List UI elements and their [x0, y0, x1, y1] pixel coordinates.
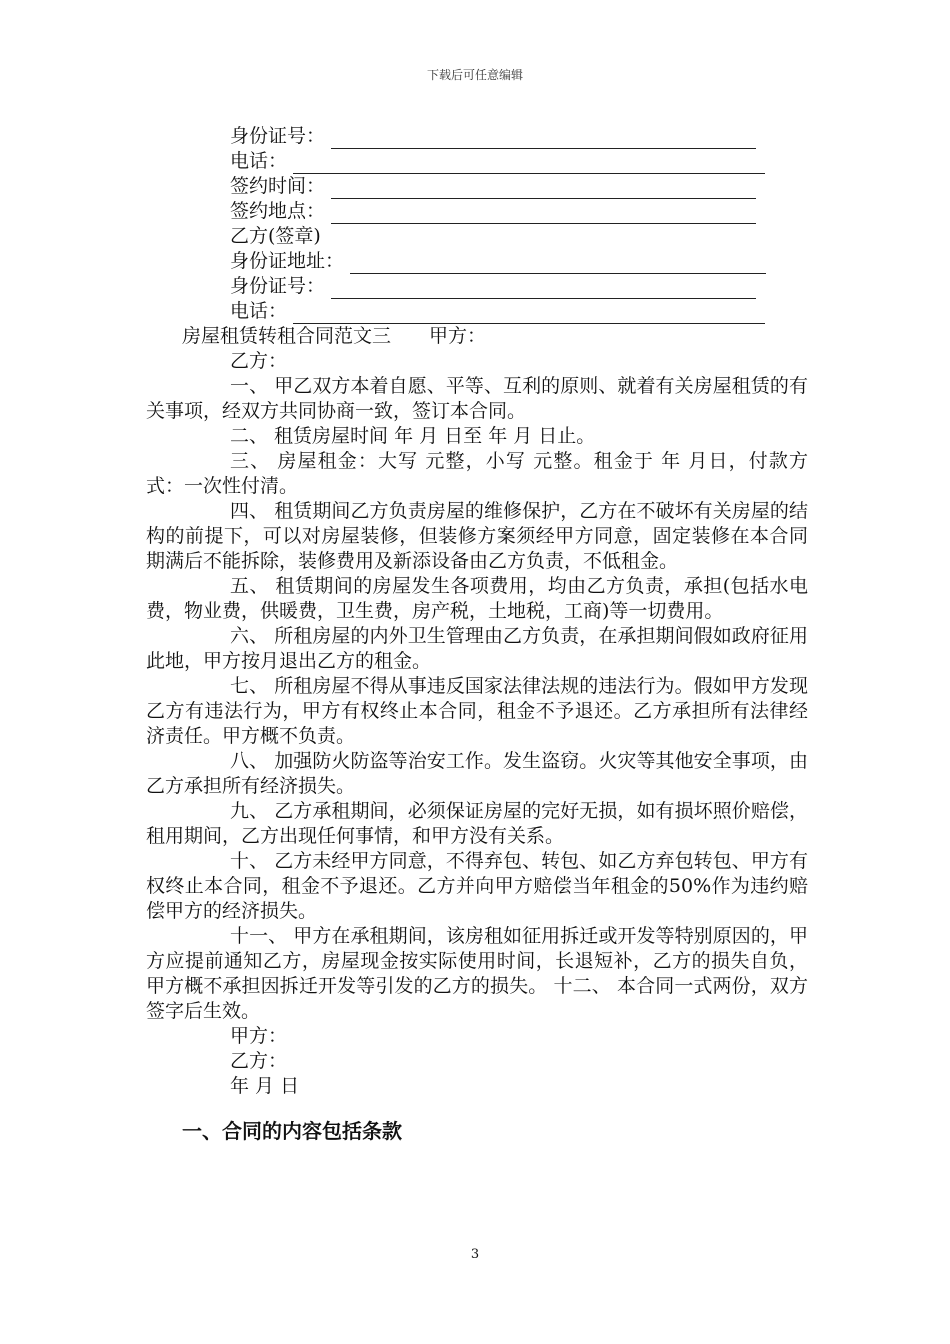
blank-line — [293, 157, 765, 174]
field-label: 签约时间： — [230, 175, 326, 197]
phone-field-b — [146, 299, 808, 324]
blank-line — [331, 182, 756, 199]
clause-2: 二、 租赁房屋时间 年 月 日至 年 月 日止。 — [230, 425, 596, 447]
clause-8: 八、 加强防火防盗等治安工作。发生盗窃。火灾等其他安全事项，由乙方承担所有经济损失。 — [146, 750, 808, 797]
clause-11-12: 十一、 甲方在承租期间，该房租如征用拆迁或开发等特别原因的，甲方应提前通知乙方，房屋现金按实际使用时间，长退短补，乙方的损失自负，甲方概不承担因拆迁开发等引发的乙方的损失。 十二、 本合同一式两份，双方签字后生效。 — [146, 925, 808, 1022]
clause-9: 九、 乙方承租期间，必须保证房屋的完好无损，如有损坏照价赔偿，租用期间，乙方出现任何事情，和甲方没有关系。 — [146, 800, 808, 847]
sign-date-field — [146, 174, 808, 199]
page-number: 3 — [470, 1247, 480, 1262]
clause-10: 十、 乙方未经甲方同意，不得弃包、转包、如乙方弃包转包、甲方有权终止本合同，租金不予退还。乙方并向甲方赔偿当年租金的50%作为违约赔偿甲方的经济损失。 — [146, 850, 808, 922]
clause-7: 七、 所租房屋不得从事违反国家法律法规的违法行为。假如甲方发现乙方有违法行为，甲方有权终止本合同，租金不予退还。乙方承担所有法律经济责任。甲方概不负责。 — [146, 675, 808, 747]
blank-line — [350, 257, 766, 274]
party-b-line: 乙方： — [230, 350, 288, 372]
phone-field — [146, 149, 808, 174]
field-label: 身份证地址： — [230, 250, 345, 272]
field-label: 身份证号： — [230, 125, 326, 147]
field-label: 身份证号： — [230, 275, 326, 297]
blank-line — [293, 307, 765, 324]
blank-line — [331, 132, 756, 149]
page-header-note: 下载后可任意编辑 — [426, 68, 523, 82]
signature-party-a: 甲方： — [230, 1025, 288, 1047]
clause-4: 四、 租赁期间乙方负责房屋的维修保护，乙方在不破坏有关房屋的结构的前提下，可以对房屋装修，但装修方案须经甲方同意，固定装修在本合同期满后不能拆除，装修费用及新添设备由乙方负责，不低租金。 — [146, 500, 808, 572]
id-address-field — [146, 249, 808, 274]
blank-line — [331, 207, 756, 224]
contract-title-line: 房屋租赁转租合同范文三 甲方： — [182, 325, 487, 347]
signature-date: 年 月 日 — [230, 1075, 300, 1097]
clause-5: 五、 租赁期间的房屋发生各项费用，均由乙方负责，承担(包括水电费，物业费，供暖费，卫生费，房产税，土地税，工商)等一切费用。 — [146, 575, 808, 622]
signature-party-b: 乙方： — [230, 1050, 288, 1072]
party-b-signature: 乙方(签章) — [230, 225, 321, 247]
field-label: 电话： — [230, 300, 288, 322]
document-body — [146, 124, 808, 1144]
field-label: 签约地点： — [230, 200, 326, 222]
id-number-field-b — [146, 274, 808, 299]
blank-line — [331, 282, 756, 299]
clause-1: 一、 甲乙双方本着自愿、平等、互利的原则、就着有关房屋租赁的有关事项，经双方共同协商一致，签订本合同。 — [146, 375, 808, 422]
sign-place-field — [146, 199, 808, 224]
clause-3: 三、 房屋租金：大写 元整，小写 元整。租金于 年 月日，付款方式：一次性付清。 — [146, 450, 808, 497]
field-label: 电话： — [230, 150, 288, 172]
clause-6: 六、 所租房屋的内外卫生管理由乙方负责，在承担期间假如政府征用此地，甲方按月退出乙方的租金。 — [146, 625, 808, 672]
id-number-field — [146, 124, 808, 149]
section-heading: 一、合同的内容包括条款 — [182, 1119, 402, 1143]
